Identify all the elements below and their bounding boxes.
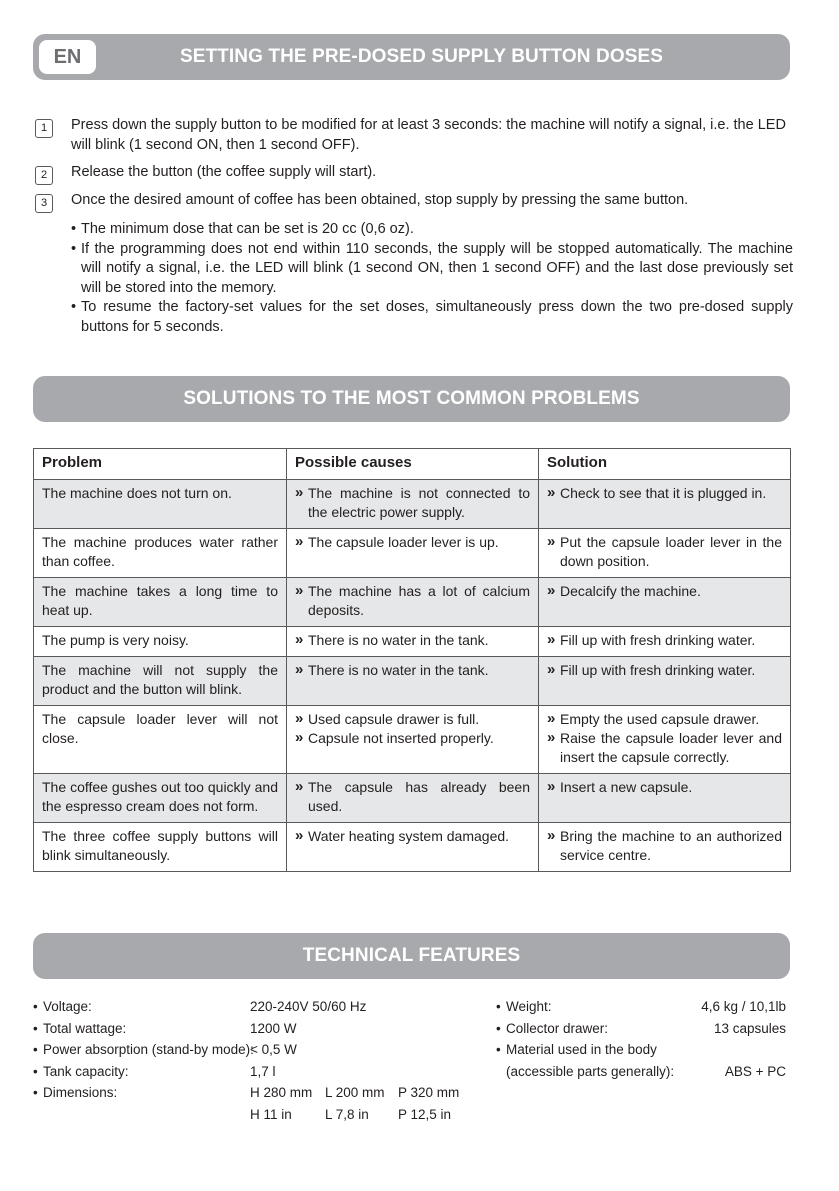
causes-cell <box>287 706 539 774</box>
bullet: • <box>496 1020 501 1036</box>
problem-cell: The capsule loader lever will not close. <box>34 706 287 774</box>
causes-cell <box>287 627 539 657</box>
bullet: • <box>33 999 38 1014</box>
bullet: • <box>33 1042 38 1057</box>
solution-item: » Fill up with fresh drinking water. <box>547 661 782 680</box>
problem-cell: The machine produces water rather than coffee. <box>34 529 287 578</box>
problem-cell: The machine does not turn on. <box>34 480 287 529</box>
spec-value: 1,7 l <box>250 1063 276 1079</box>
solution-item: » Raise the capsule loader lever and insert the capsule correctly. <box>547 729 782 767</box>
cause-item: » Used capsule drawer is full. <box>295 710 530 729</box>
bullet: • <box>496 999 501 1014</box>
table-row <box>34 774 791 823</box>
spec-row-dimensions <box>33 1082 463 1104</box>
spec-label: Dimensions: <box>43 1085 118 1100</box>
solution-item: » Bring the machine to an authorized service centre. <box>547 827 782 865</box>
solution-cell <box>539 774 791 823</box>
language-badge: EN <box>39 40 96 74</box>
spec-label: Collector drawer: <box>506 1020 609 1036</box>
step-text: Once the desired amount of coffee has been obtained, stop supply by pressing the same button. <box>71 191 689 208</box>
spec-value: 220-240V 50/60 Hz <box>250 999 367 1014</box>
dimension-depth-mm: P 320 mm <box>398 1085 460 1100</box>
dimension-length-mm: L 200 mm <box>325 1085 385 1100</box>
spec-row-weight <box>496 996 790 1018</box>
spec-label: Voltage: <box>43 999 92 1014</box>
solution-cell <box>539 657 791 706</box>
solution-item: » Empty the used capsule drawer. <box>547 710 782 729</box>
solution-item: » Insert a new capsule. <box>547 778 782 797</box>
section-header-dose-setting <box>33 34 790 80</box>
dimension-height-mm: H 280 mm <box>250 1085 313 1100</box>
causes-cell <box>287 774 539 823</box>
bullet: • <box>33 1063 38 1079</box>
solution-item: » Decalcify the machine. <box>547 582 782 601</box>
problem-cell: The machine takes a long time to heat up. <box>34 578 287 627</box>
step-item <box>33 191 793 211</box>
bullet: • <box>33 1020 38 1036</box>
problem-cell: The coffee gushes out too quickly and the espresso cream does not form. <box>34 774 287 823</box>
spec-value: 1200 W <box>250 1020 297 1036</box>
troubleshooting-table <box>33 448 791 872</box>
causes-cell <box>287 480 539 529</box>
section-header-problems <box>33 376 790 422</box>
spec-row-wattage <box>33 1018 463 1040</box>
bullet: • <box>496 1042 501 1057</box>
solution-cell <box>539 480 791 529</box>
section-header-technical <box>33 933 790 979</box>
spec-row-material-cont <box>496 1061 790 1083</box>
table-row <box>34 657 791 706</box>
solution-cell <box>539 706 791 774</box>
step-text: Release the button (the coffee supply will start). <box>71 164 377 180</box>
section-title: SETTING THE PRE-DOSED SUPPLY BUTTON DOSES <box>179 46 664 67</box>
spec-row-standby <box>33 1039 463 1061</box>
solution-item: » Check to see that it is plugged in. <box>547 484 782 503</box>
table-header-row <box>34 449 791 480</box>
spec-value: ABS + PC <box>724 1063 786 1079</box>
cause-item: » The machine has a lot of calcium deposits. <box>295 582 530 620</box>
spec-row-tank <box>33 1061 463 1083</box>
problem-cell: The machine will not supply the product and the button will blink. <box>34 657 287 706</box>
cause-item: » The machine is not connected to the electric power supply. <box>295 484 530 522</box>
step-number-box: 2 <box>35 166 53 185</box>
table-row <box>34 627 791 657</box>
spec-value: 13 capsules <box>713 1020 786 1036</box>
spec-label: Material used in the body <box>506 1042 657 1057</box>
spec-row-voltage <box>33 996 463 1018</box>
dimension-height-in: H 11 in <box>250 1106 292 1122</box>
section-title: TECHNICAL FEATURES <box>302 945 521 966</box>
spec-value: 4,6 kg / 10,1lb <box>701 999 786 1014</box>
column-header-solution: Solution <box>539 449 791 480</box>
causes-cell <box>287 823 539 872</box>
cause-item: » Water heating system damaged. <box>295 827 530 846</box>
solution-item: » Fill up with fresh drinking water. <box>547 631 782 650</box>
bullet: • <box>33 1085 38 1100</box>
dimension-depth-in: P 12,5 in <box>398 1106 452 1122</box>
tech-features-right <box>496 996 790 1082</box>
causes-cell <box>287 578 539 627</box>
spec-label: (accessible parts generally): <box>506 1063 675 1079</box>
step-item <box>33 163 793 183</box>
step-item <box>33 116 793 155</box>
spec-label: Tank capacity: <box>43 1063 129 1079</box>
dose-steps <box>33 116 793 337</box>
dose-notes <box>33 220 793 337</box>
step-text: Press down the supply button to be modified for at least 3 seconds: the machine will notify a signal, i.e. the LED will blink (1 second ON, then 1 second OFF). <box>71 117 786 153</box>
dimension-length-in: L 7,8 in <box>325 1106 369 1122</box>
note-item: • If the programming does not end within 110 seconds, the supply will be stopped automatically. The machine will notify a signal, i.e. the LED will blink (1 second ON, then 1 second OFF) and the last dose previously set will be stored into the memory. <box>71 240 793 299</box>
cause-item: » Capsule not inserted properly. <box>295 729 530 748</box>
solution-cell <box>539 529 791 578</box>
cause-item: » The capsule has already been used. <box>295 778 530 816</box>
note-item: • To resume the factory-set values for the set doses, simultaneously press down the two pre-dosed supply buttons for 5 seconds. <box>71 298 793 337</box>
table-row <box>34 529 791 578</box>
section-title: SOLUTIONS TO THE MOST COMMON PROBLEMS <box>183 388 640 409</box>
table-row <box>34 480 791 529</box>
spec-value: < 0,5 W <box>250 1042 297 1057</box>
cause-item: » The capsule loader lever is up. <box>295 533 530 552</box>
column-header-problem: Problem <box>34 449 287 480</box>
problem-cell: The three coffee supply buttons will blink simultaneously. <box>34 823 287 872</box>
solution-cell <box>539 823 791 872</box>
spec-row-material <box>496 1039 790 1061</box>
table-row <box>34 823 791 872</box>
problem-cell: The pump is very noisy. <box>34 627 287 657</box>
causes-cell <box>287 657 539 706</box>
step-number-box: 3 <box>35 194 53 213</box>
column-header-causes: Possible causes <box>287 449 539 480</box>
table-row <box>34 706 791 774</box>
solution-cell <box>539 627 791 657</box>
spec-label: Power absorption (stand-by mode): <box>43 1042 254 1057</box>
step-number-box: 1 <box>35 119 53 138</box>
cause-item: » There is no water in the tank. <box>295 631 530 650</box>
causes-cell <box>287 529 539 578</box>
solution-cell <box>539 578 791 627</box>
solution-item: » Put the capsule loader lever in the down position. <box>547 533 782 571</box>
spec-label: Total wattage: <box>43 1020 127 1036</box>
tech-features-left <box>33 996 463 1125</box>
cause-item: » There is no water in the tank. <box>295 661 530 680</box>
spec-row-dimensions-inches <box>33 1104 463 1126</box>
table-row <box>34 578 791 627</box>
note-item: • The minimum dose that can be set is 20 cc (0,6 oz). <box>71 220 793 240</box>
spec-label: Weight: <box>506 999 552 1014</box>
spec-row-drawer <box>496 1018 790 1040</box>
